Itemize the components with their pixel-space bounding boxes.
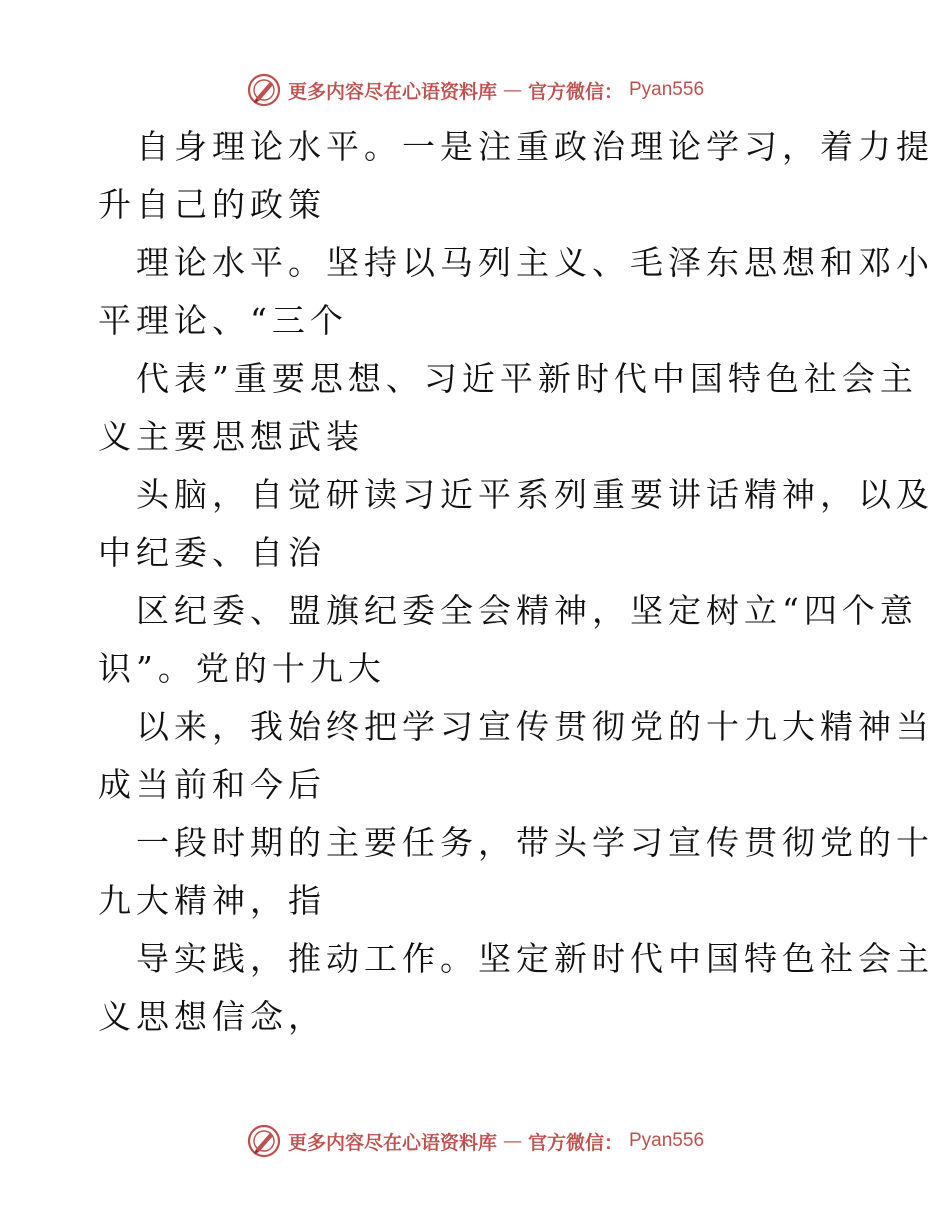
body-line: 义思想信念， bbox=[98, 997, 326, 1036]
footer-banner bbox=[0, 1121, 950, 1161]
pen-logo-icon bbox=[246, 72, 282, 108]
header-wechat-label: 官方微信： bbox=[527, 80, 623, 103]
body-line: 中纪委、自治 bbox=[98, 533, 326, 572]
body-line: 以来，我始终把学习宣传贯彻党的十九大精神当 bbox=[136, 707, 934, 746]
body-line: 头脑，自觉研读习近平系列重要讲话精神，以及 bbox=[136, 475, 934, 514]
body-line: 自身理论水平。一是注重政治理论学习，着力提 bbox=[136, 127, 934, 166]
body-line: 义主要思想武装 bbox=[98, 417, 364, 456]
document-body bbox=[98, 118, 934, 1046]
footer-site-name: 更多内容尽在心语资料库 bbox=[287, 1131, 497, 1154]
body-line: 成当前和今后 bbox=[98, 765, 326, 804]
body-line: 导实践，推动工作。坚定新时代中国特色社会主 bbox=[136, 939, 934, 978]
header-separator: — bbox=[502, 79, 522, 101]
body-line: 九大精神，指 bbox=[98, 881, 326, 920]
footer-separator: — bbox=[502, 1130, 522, 1152]
header-banner bbox=[0, 70, 950, 110]
body-line: 升自己的政策 bbox=[98, 185, 326, 224]
pen-logo-icon bbox=[246, 1123, 282, 1159]
body-line: 识”。党的十九大 bbox=[98, 649, 386, 688]
body-line: 一段时期的主要任务，带头学习宣传贯彻党的十 bbox=[136, 823, 934, 862]
body-line: 平理论、“三个 bbox=[98, 301, 348, 340]
footer-wechat-label: 官方微信： bbox=[527, 1131, 623, 1154]
header-wechat-id: Pyan556 bbox=[629, 79, 705, 100]
body-line: 代表”重要思想、习近平新时代中国特色社会主 bbox=[136, 359, 918, 398]
body-line: 理论水平。坚持以马列主义、毛泽东思想和邓小 bbox=[136, 243, 934, 282]
header-site-name: 更多内容尽在心语资料库 bbox=[287, 80, 497, 103]
footer-wechat-id: Pyan556 bbox=[629, 1130, 705, 1151]
body-line: 区纪委、盟旗纪委全会精神，坚定树立“四个意 bbox=[136, 591, 918, 630]
